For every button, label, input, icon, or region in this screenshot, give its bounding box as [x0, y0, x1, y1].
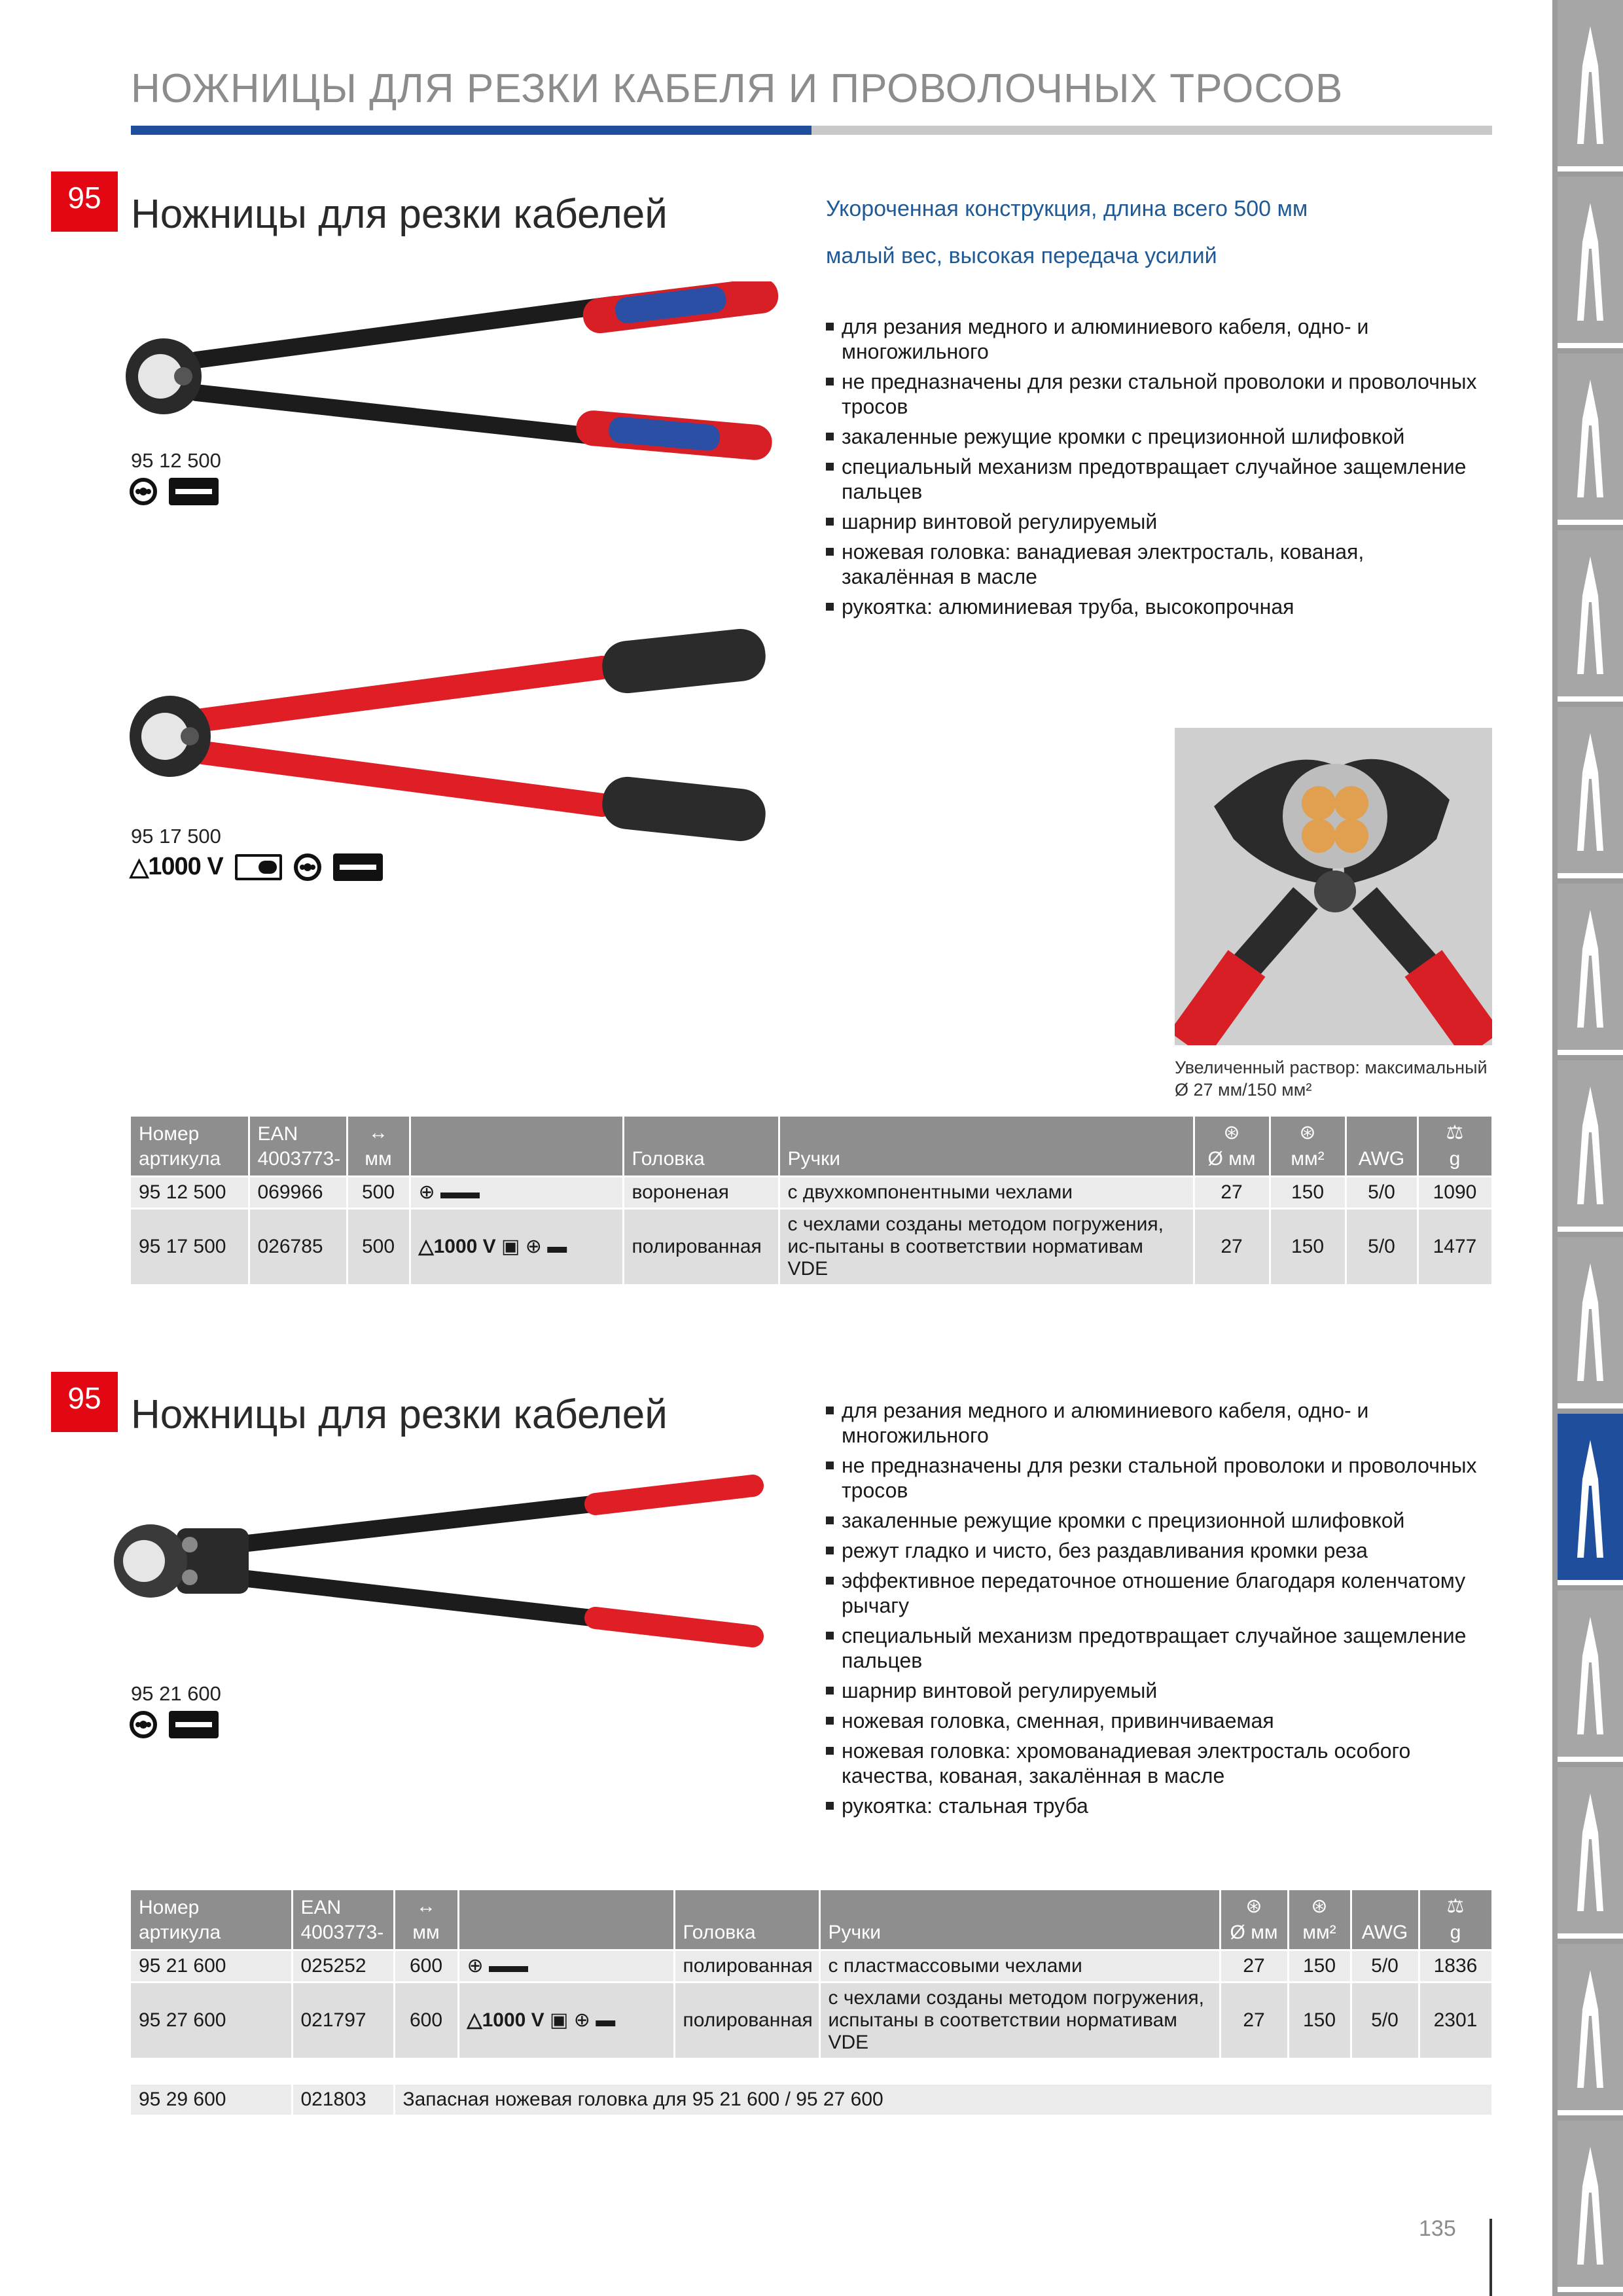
cell-ean: 021797 [292, 1982, 394, 2058]
cable-cutter-image [105, 281, 812, 478]
cell-area: 150 [1270, 1209, 1346, 1285]
cell-article: 95 27 600 [131, 1982, 292, 2058]
pliers-icon [1569, 20, 1611, 151]
col-article: Номер артикула [131, 1117, 249, 1177]
cell-length: 500 [347, 1209, 410, 1285]
col-weight-label: g [1450, 1922, 1461, 1943]
vde-icon: △1000 V [418, 1236, 496, 1257]
crimping-tool-icon [1569, 1610, 1611, 1741]
cable-icon: ⊕ [418, 1181, 435, 1203]
col-article: Номер артикула [131, 1890, 292, 1950]
circlip-pliers-icon [1569, 1964, 1611, 2094]
cell-area: 150 [1288, 1982, 1351, 2058]
page-title: НОЖНИЦЫ ДЛЯ РЕЗКИ КАБЕЛЯ И ПРОВОЛОЧНЫХ ТРОСОВ [131, 66, 1344, 111]
section-title: Ножницы для резки кабелей [131, 1392, 668, 1437]
handle-icon [169, 1711, 219, 1738]
photo-caption: Увеличенный раствор: максимальный Ø 27 мм/150 мм² [1175, 1058, 1488, 1100]
feature-item: режут гладко и чисто, без раздавливания кромки реза [826, 1538, 1480, 1563]
cell-head: вороненая [623, 1177, 779, 1209]
scale-icon: ⚖ [1446, 1895, 1465, 1917]
cell-handles: с чехлами созданы методом погружения, испытаны в соответствии нормативам VDE [819, 1982, 1220, 2058]
cable-icon: ⊛ [1299, 1122, 1316, 1143]
table-row [131, 2084, 1492, 2115]
feature-list [826, 1398, 1480, 1823]
dip-insulation-icon [235, 854, 282, 880]
col-weight [1419, 1890, 1492, 1950]
needle-nose-pliers-icon [1569, 373, 1611, 504]
cable-icon [294, 853, 321, 881]
cell-article: 95 29 600 [131, 2084, 292, 2115]
col-head: Головка [623, 1117, 779, 1177]
spec-table [131, 1117, 1493, 1284]
feature-item: не предназначены для резки стальной проволоки и проволочных тросов [826, 369, 1480, 419]
handle-icon: ▬▬ [440, 1181, 480, 1203]
cell-length: 600 [394, 1982, 458, 2058]
cable-cutter-long-image [92, 1466, 798, 1662]
col-length-unit: мм [412, 1922, 440, 1943]
cell-handles: с двухкомпонентными чехлами [779, 1177, 1194, 1209]
cell-awg: 5/0 [1346, 1209, 1418, 1285]
page-number-rule [1489, 2219, 1492, 2296]
crimp-pliers-icon [1569, 196, 1611, 327]
cell-length: 500 [347, 1177, 410, 1209]
section-badge: 95 [51, 1372, 118, 1432]
cell-icons [458, 1950, 674, 1982]
col-icons [410, 1117, 623, 1177]
dip-insulation-icon: ▣ [501, 1236, 520, 1257]
tool-case-icon [1569, 2140, 1611, 2271]
col-diameter [1194, 1117, 1270, 1177]
sidebar-tab[interactable] [1558, 1767, 1623, 1939]
cell-ean: 025252 [292, 1950, 394, 1982]
cable-icon [130, 1711, 157, 1738]
article-number: 95 21 600 [131, 1682, 221, 1705]
cell-ean: 069966 [249, 1177, 347, 1209]
col-icons [458, 1890, 674, 1950]
cell-awg: 5/0 [1346, 1177, 1418, 1209]
cell-ean: 021803 [292, 2084, 394, 2115]
cell-diameter: 27 [1194, 1209, 1270, 1285]
cell-awg: 5/0 [1351, 1982, 1419, 2058]
sidebar-tab[interactable] [1558, 0, 1623, 171]
feature-item: специальный механизм предотвращает случайное защемление пальцев [826, 1623, 1480, 1673]
title-rule-accent [131, 126, 812, 135]
cable-icon: ⊛ [1311, 1895, 1328, 1917]
feature-item: не предназначены для резки стальной проволоки и проволочных тросов [826, 1453, 1480, 1503]
feature-item: ножевая головка: хромованадиевая электросталь особого качества, кованая, закалённая в масле [826, 1738, 1480, 1788]
col-length [394, 1890, 458, 1950]
sidebar-tab[interactable] [1558, 1060, 1623, 1232]
col-ean: EAN 4003773- [249, 1117, 347, 1177]
table-row [131, 1209, 1492, 1285]
col-awg: AWG [1346, 1117, 1418, 1177]
feature-item: закаленные режущие кромки с прецизионной шлифовкой [826, 1508, 1480, 1533]
handle-icon [333, 853, 383, 881]
cable-icon: ⊕ [467, 1955, 484, 1977]
table-row [131, 1982, 1492, 2058]
cell-awg: 5/0 [1351, 1950, 1419, 1982]
cell-head: полированная [674, 1982, 819, 2058]
cable-icon: ⊛ [1223, 1122, 1240, 1143]
length-arrow-icon: ↔ [416, 1895, 436, 1917]
feature-item: ножевая головка, сменная, привинчиваемая [826, 1708, 1480, 1733]
cell-handles: с пластмассовыми чехлами [819, 1950, 1220, 1982]
feature-item: для резания медного и алюминиевого кабеля, одно- и многожильного [826, 314, 1480, 364]
cell-diameter: 27 [1194, 1177, 1270, 1209]
product-icons [130, 1711, 219, 1738]
col-area [1270, 1117, 1346, 1177]
cell-diameter: 27 [1220, 1950, 1288, 1982]
electrician-pliers-icon [1569, 1787, 1611, 1918]
cell-description: Запасная ножевая головка для 95 21 600 / 95 27 600 [394, 2084, 1492, 2115]
cell-article: 95 17 500 [131, 1209, 249, 1285]
product-icons [130, 478, 219, 505]
cable-icon [130, 478, 157, 505]
section-subhead: Укороченная конструкция, длина всего 500 мм [826, 196, 1308, 221]
feature-item: специальный механизм предотвращает случайное защемление пальцев [826, 454, 1480, 504]
sidebar-tab[interactable] [1558, 884, 1623, 1055]
section-title: Ножницы для резки кабелей [131, 192, 668, 237]
feature-item: ножевая головка: ванадиевая электросталь, кованая, закалённая в масле [826, 539, 1480, 589]
cell-diameter: 27 [1220, 1982, 1288, 2058]
bent-nose-pliers-icon [1569, 903, 1611, 1034]
handle-icon [169, 478, 219, 505]
col-awg: AWG [1351, 1890, 1419, 1950]
article-number: 95 17 500 [131, 825, 221, 848]
feature-item: эффективное передаточное отношение благодаря коленчатому рычагу [826, 1568, 1480, 1618]
vde-voltage: 1000 V [482, 2009, 544, 2031]
long-nose-pliers-icon [1569, 550, 1611, 681]
water-pump-pliers-icon [1569, 1080, 1611, 1211]
col-length [347, 1117, 410, 1177]
feature-item: рукоятка: алюминиевая труба, высокопрочная [826, 594, 1480, 619]
col-area-label: мм² [1291, 1148, 1325, 1170]
handle-icon: ▬ [596, 2009, 616, 2031]
vde-icon: △1000 V [467, 2009, 544, 2031]
cell-article: 95 12 500 [131, 1177, 249, 1209]
col-diameter [1220, 1890, 1288, 1950]
handle-icon: ▬▬ [488, 1955, 528, 1977]
col-weight [1418, 1117, 1492, 1177]
feature-item: шарнир винтовой регулируемый [826, 1678, 1480, 1703]
col-handles: Ручки [779, 1117, 1194, 1177]
handle-icon: ▬ [547, 1236, 567, 1257]
article-number: 95 12 500 [131, 449, 221, 472]
col-area [1288, 1890, 1351, 1950]
sidebar-tab[interactable] [1558, 177, 1623, 348]
col-area-label: мм² [1302, 1922, 1336, 1943]
sidebar-tab[interactable] [1558, 1590, 1623, 1762]
cell-weight: 1836 [1419, 1950, 1492, 1982]
vde-voltage: 1000 V [433, 1236, 496, 1257]
cell-icons [410, 1209, 623, 1285]
cell-area: 150 [1288, 1950, 1351, 1982]
cell-handles: с чехлами созданы методом погружения, ис-пытаны в соответствии нормативам VDE [779, 1209, 1194, 1285]
cell-weight: 1090 [1418, 1177, 1492, 1209]
vde-icon: △ 1000 V [130, 853, 223, 881]
scale-icon: ⚖ [1446, 1122, 1464, 1143]
cell-icons [410, 1177, 623, 1209]
sidebar-tab[interactable] [1558, 707, 1623, 878]
sidebar-tab[interactable] [1558, 1237, 1623, 1408]
cell-head: полированная [623, 1209, 779, 1285]
col-diameter-label: Ø мм [1230, 1922, 1278, 1943]
cell-icons [458, 1982, 674, 2058]
cell-weight: 1477 [1418, 1209, 1492, 1285]
punch-pliers-icon [1569, 1257, 1611, 1388]
cable-cutter-icon [1569, 1433, 1611, 1564]
col-head: Головка [674, 1890, 819, 1950]
sidebar-tab[interactable] [1558, 1944, 1623, 2115]
title-rule [131, 126, 1492, 135]
cable-cutter-vde-image [105, 628, 812, 851]
section-badge: 95 [51, 171, 118, 232]
table-row [131, 1177, 1492, 1209]
cell-head: полированная [674, 1950, 819, 1982]
col-length-unit: мм [365, 1148, 392, 1170]
dip-insulation-icon: ▣ [550, 2009, 569, 2031]
cable-icon: ⊛ [1245, 1895, 1262, 1917]
col-handles: Ручки [819, 1890, 1220, 1950]
section-subhead: малый вес, высокая передача усилий [826, 243, 1217, 268]
end-cutter-icon [1569, 726, 1611, 857]
feature-list [826, 314, 1480, 624]
detail-photo [1175, 728, 1492, 1045]
col-diameter-label: Ø мм [1207, 1148, 1256, 1170]
cable-icon: ⊕ [573, 2009, 590, 2031]
cable-icon: ⊕ [525, 1236, 542, 1257]
col-ean: EAN 4003773- [292, 1890, 394, 1950]
vde-voltage: 1000 V [148, 853, 223, 880]
page-number: 135 [1419, 2216, 1456, 2241]
feature-item: шарнир винтовой регулируемый [826, 509, 1480, 534]
sidebar-tab[interactable] [1558, 353, 1623, 525]
sidebar-tab[interactable] [1558, 2121, 1623, 2292]
sidebar-tab[interactable] [1558, 1414, 1623, 1585]
spare-part-table [131, 2083, 1493, 2115]
cell-length: 600 [394, 1950, 458, 1982]
cell-article: 95 21 600 [131, 1950, 292, 1982]
feature-item: для резания медного и алюминиевого кабеля, одно- и многожильного [826, 1398, 1480, 1448]
feature-item: закаленные режущие кромки с прецизионной шлифовкой [826, 424, 1480, 449]
length-arrow-icon: ↔ [368, 1122, 388, 1143]
table-row [131, 1950, 1492, 1982]
col-weight-label: g [1449, 1148, 1461, 1170]
product-icons [130, 852, 383, 882]
cell-weight: 2301 [1419, 1982, 1492, 2058]
cell-area: 150 [1270, 1177, 1346, 1209]
cell-ean: 026785 [249, 1209, 347, 1285]
sidebar-tab[interactable] [1558, 530, 1623, 702]
spec-table [131, 1890, 1493, 2058]
feature-item: рукоятка: стальная труба [826, 1793, 1480, 1818]
